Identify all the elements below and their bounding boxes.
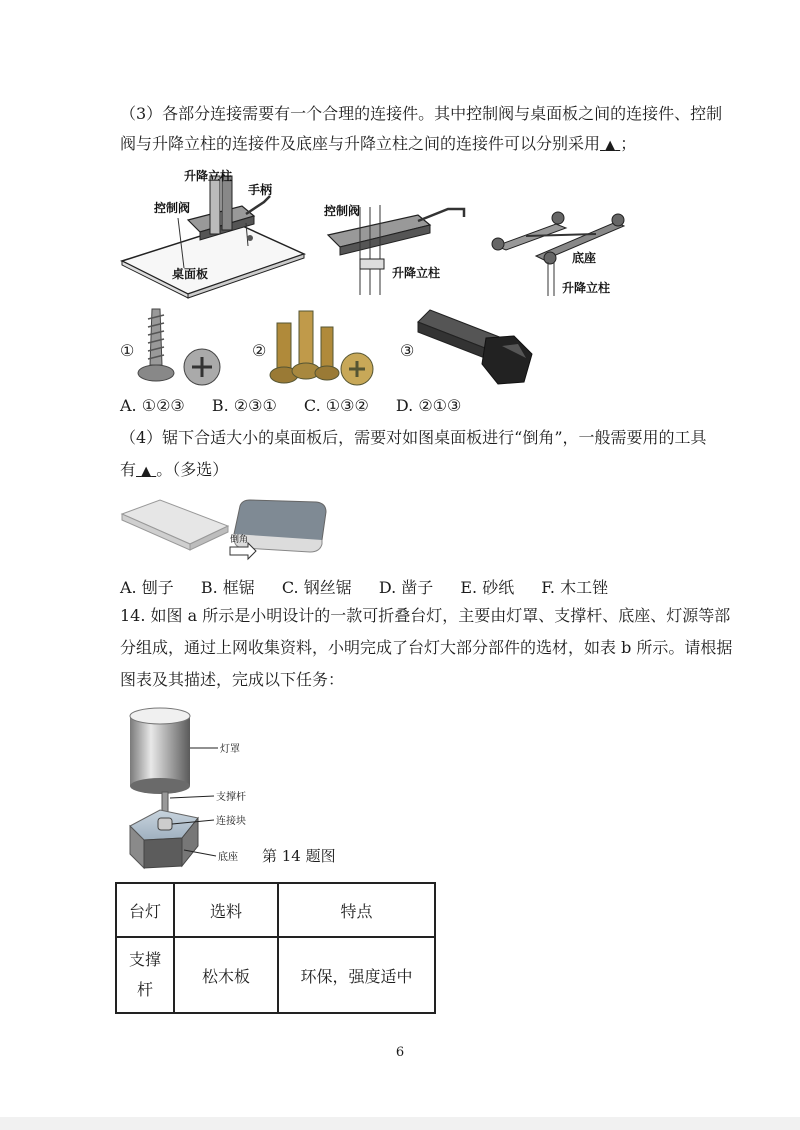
q4-option-f[interactable]: F. 木工锉 [541,578,609,597]
q3-option-c[interactable]: C. ①③② [303,396,369,415]
table-cell-part-line2: 杆 [136,980,153,999]
lamp-label-rod: 支撑杆 [216,792,246,803]
chamfer-arrow-label: 倒角 [230,535,249,545]
q4-line2-end: 。（多选） [156,460,229,479]
figure-caption: 第 14 题图 [262,847,336,865]
base-frame-figure [486,200,646,300]
label-control-valve: 控制阀 [154,201,191,215]
q3-line2-text: 阀与升降立柱的连接件及底座与升降立柱之间的连接件可以分别采用 [120,134,601,153]
table-header-material: 选料 [174,883,278,937]
q4-line2-start: 有 [120,460,137,479]
table-cell-material: 松木板 [174,937,278,1013]
bolts-figure [265,305,380,390]
lamp-label-connector: 连接块 [216,816,246,827]
label-desk-board: 桌面板 [172,267,209,281]
table-cell-part-line1: 支撑 [128,950,161,969]
material-table [115,882,436,1014]
label-base: 底座 [572,251,597,265]
q4-option-a[interactable]: A. 刨子 [120,578,174,597]
q4-option-c[interactable]: C. 钢丝锯 [281,578,352,597]
q4-option-b[interactable]: B. 框锯 [200,578,255,597]
table-header-feature: 特点 [278,883,435,937]
part-marker-2: ② [252,341,267,360]
lamp-label-shade: 灯罩 [220,744,240,755]
q3-line2 [120,134,636,156]
label-handle: 手柄 [248,183,273,197]
q4-options [120,575,630,598]
label-control-valve-2: 控制阀 [324,204,361,218]
screws-figure [130,305,240,390]
control-valve-figure [318,195,478,305]
label-lift-column: 升降立柱 [184,169,233,183]
q14-line3: 图表及其描述，完成以下任务： [120,670,345,689]
q3-option-a[interactable]: A. ①②③ [120,396,185,415]
q3-line1: （3）各部分连接需要有一个合理的连接件。其中控制阀与桌面板之间的连接件、控制 [120,104,723,123]
label-lift-column-3: 升降立柱 [562,281,611,295]
table-cell-feature: 环保，强度适中 [278,937,435,1013]
lamp-label-base: 底座 [218,852,238,863]
hex-bolt-figure [410,302,535,392]
q4-option-e[interactable]: E. 砂纸 [460,578,515,597]
q3-answer-blank: ▲ [605,138,616,153]
table-cell-part [116,937,174,1013]
label-lift-column-2: 升降立柱 [392,266,441,280]
q3-line2-end: ； [620,134,637,153]
table-header-part: 台灯 [116,883,174,937]
q4-line1: （4）锯下合适大小的桌面板后，需要对如图桌面板进行“倒角”，一般需要用的工具 [120,428,707,447]
page-number: 6 [395,1045,405,1060]
bottom-strip [0,1117,800,1130]
desk-assembly-figure [118,168,308,303]
part-marker-1: ① [120,341,135,360]
part-marker-3: ③ [400,341,415,360]
q4-answer-blank: ▲ [141,464,152,479]
q3-option-b[interactable]: B. ②③① [211,396,277,415]
chamfer-figure [120,492,335,562]
q3-options [120,396,483,415]
q14-line2: 分组成，通过上网收集资料，小明完成了台灯大部分部件的选材，如表 b 所示。请根据 [120,638,733,657]
q3-option-d[interactable]: D. ②①③ [395,396,462,415]
q14-line1: 14. 如图 a 所示是小明设计的一款可折叠台灯，主要由灯罩、支撑杆、底座、灯源等部 [120,606,731,625]
q4-line2 [120,460,228,482]
q4-option-d[interactable]: D. 凿子 [378,578,434,597]
